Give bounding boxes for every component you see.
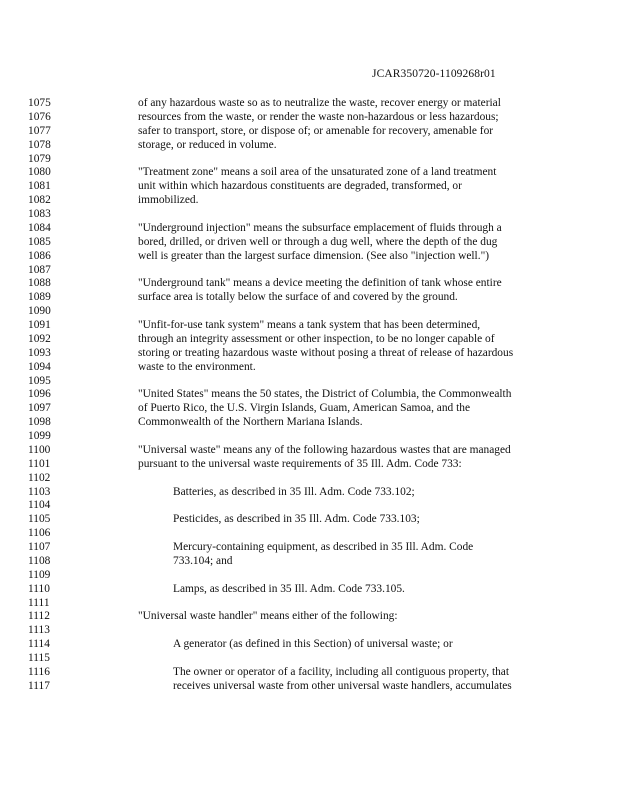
text-line (0, 153, 618, 167)
line-text: The owner or operator of a facility, including all contiguous property, that (173, 665, 510, 678)
text-line (0, 319, 618, 333)
line-text: "Unfit-for-use tank system" means a tank system that has been determined, (138, 319, 481, 331)
text-line (0, 638, 618, 652)
text-line (0, 402, 618, 416)
line-number: 1082 (28, 194, 51, 207)
line-number: 1102 (28, 471, 51, 484)
text-line (0, 277, 618, 291)
line-number: 1076 (28, 110, 51, 123)
line-number: 1088 (28, 277, 51, 290)
line-number: 1113 (28, 624, 50, 637)
line-number: 1080 (28, 166, 51, 179)
text-line (0, 555, 618, 569)
line-text: waste to the environment. (138, 360, 256, 373)
text-line (0, 361, 618, 375)
line-number: 1116 (28, 665, 50, 678)
line-number: 1091 (28, 319, 51, 331)
line-number: 1110 (28, 582, 50, 595)
line-number: 1095 (28, 374, 51, 387)
line-number: 1094 (28, 360, 51, 373)
text-line (0, 444, 618, 458)
line-number: 1115 (28, 652, 50, 664)
text-line (0, 416, 618, 430)
text-line (0, 347, 618, 361)
line-number: 1090 (28, 305, 51, 318)
text-line (0, 666, 618, 680)
line-number: 1083 (28, 208, 51, 220)
text-line (0, 250, 618, 264)
text-line (0, 236, 618, 250)
line-text: Commonwealth of the Northern Mariana Islands. (138, 416, 363, 429)
line-number: 1079 (28, 152, 51, 165)
line-number: 1104 (28, 499, 51, 512)
line-text: receives universal waste from other universal waste handlers, accumulates (173, 679, 512, 692)
line-number: 1098 (28, 416, 51, 429)
line-number: 1086 (28, 249, 51, 262)
text-line (0, 305, 618, 319)
text-line (0, 388, 618, 402)
line-text: through an integrity assessment or other inspection, to be no longer capable of (138, 332, 495, 345)
text-line (0, 208, 618, 222)
line-number: 1078 (28, 138, 51, 151)
line-text: "Underground tank" means a device meeting the definition of tank whose entire (138, 277, 502, 290)
line-number: 1106 (28, 527, 51, 540)
text-line (0, 569, 618, 583)
text-line (0, 166, 618, 180)
line-text: "United States" means the 50 states, the District of Columbia, the Commonwealth (138, 388, 512, 401)
line-text: "Underground injection" means the subsurface emplacement of fluids through a (138, 221, 502, 234)
line-number: 1099 (28, 430, 51, 442)
text-line (0, 541, 618, 555)
line-number: 1096 (28, 388, 51, 401)
line-text: bored, drilled, or driven well or through a dug well, where the depth of the dug (138, 235, 498, 248)
text-line (0, 291, 618, 305)
text-line (0, 499, 618, 513)
line-number: 1103 (28, 485, 51, 498)
line-number: 1081 (28, 180, 51, 193)
line-number: 1089 (28, 291, 51, 304)
text-line (0, 458, 618, 472)
line-number: 1092 (28, 332, 51, 345)
line-text: Mercury-containing equipment, as described in 35 Ill. Adm. Code (173, 541, 474, 553)
line-text: well is greater than the largest surface dimension. (See also "injection well.") (138, 249, 490, 262)
line-text: "Treatment zone" means a soil area of the unsaturated zone of a land treatment (138, 166, 497, 179)
text-line (0, 111, 618, 125)
text-line (0, 583, 618, 597)
text-line (0, 333, 618, 347)
line-number: 1117 (28, 679, 50, 692)
line-text: surface area is totally below the surface of and covered by the ground. (138, 291, 458, 304)
line-text: of Puerto Rico, the U.S. Virgin Islands, Guam, American Samoa, and the (138, 402, 471, 415)
line-number: 1084 (28, 221, 51, 234)
document-body (0, 97, 618, 694)
line-number: 1085 (28, 235, 51, 248)
text-line (0, 527, 618, 541)
line-number: 1075 (28, 97, 51, 109)
text-line (0, 222, 618, 236)
line-text: storing or treating hazardous waste without posing a threat of release of hazardous (138, 346, 514, 359)
line-number: 1093 (28, 346, 51, 359)
line-text: Lamps, as described in 35 Ill. Adm. Code 733.105. (173, 582, 405, 595)
line-text: resources from the waste, or render the waste non-hazardous or less hazardous; (138, 110, 499, 123)
text-line (0, 375, 618, 389)
text-line (0, 597, 618, 611)
line-text: "Universal waste" means any of the following hazardous wastes that are managed (138, 443, 511, 456)
text-line (0, 125, 618, 139)
text-line (0, 680, 618, 694)
line-number: 1114 (28, 638, 50, 651)
line-text: Batteries, as described in 35 Ill. Adm. Code 733.102; (173, 485, 415, 498)
text-line (0, 610, 618, 624)
line-text: Pesticides, as described in 35 Ill. Adm. Code 733.103; (173, 513, 420, 526)
text-line (0, 486, 618, 500)
text-line (0, 180, 618, 194)
line-number: 1087 (28, 263, 51, 276)
line-number: 1108 (28, 554, 51, 567)
text-line (0, 472, 618, 486)
line-text: pursuant to the universal waste requirements of 35 Ill. Adm. Code 733: (138, 457, 462, 470)
line-number: 1105 (28, 513, 51, 526)
line-number: 1100 (28, 443, 51, 456)
line-number: 1111 (28, 596, 50, 609)
text-line (0, 139, 618, 153)
line-number: 1101 (28, 457, 51, 470)
line-text: A generator (as defined in this Section) of universal waste; or (173, 638, 453, 651)
line-text: "Universal waste handler" means either of the following: (138, 610, 398, 623)
document-id: JCAR350720-1109268r01 (372, 68, 496, 80)
text-line (0, 513, 618, 527)
line-text: 733.104; and (173, 554, 233, 567)
text-line (0, 97, 618, 111)
line-text: immobilized. (138, 194, 199, 207)
line-number: 1077 (28, 124, 51, 137)
line-number: 1107 (28, 541, 51, 553)
text-line (0, 194, 618, 208)
text-line (0, 264, 618, 278)
text-line (0, 430, 618, 444)
line-text: unit within which hazardous constituents are degraded, transformed, or (138, 180, 462, 193)
text-line (0, 624, 618, 638)
line-number: 1112 (28, 610, 50, 623)
line-number: 1097 (28, 402, 51, 415)
text-line (0, 652, 618, 666)
line-text: safer to transport, store, or dispose of; or amenable for recovery, amenable for (138, 124, 494, 137)
line-text: storage, or reduced in volume. (138, 138, 277, 151)
line-text: of any hazardous waste so as to neutralize the waste, recover energy or material (138, 97, 501, 109)
line-number: 1109 (28, 568, 51, 581)
